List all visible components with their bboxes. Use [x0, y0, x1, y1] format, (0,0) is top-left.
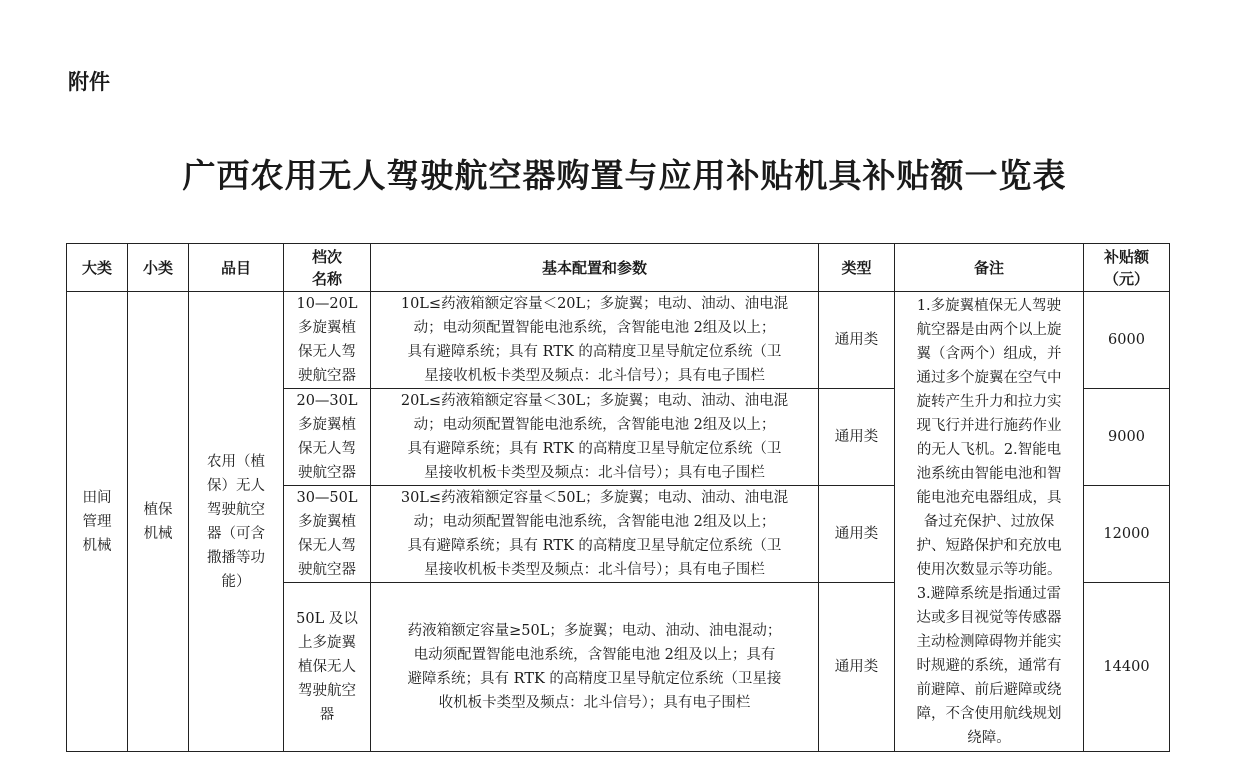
header-item: 品目 [189, 244, 284, 292]
header-tier-name-text: 档次 名称 [311, 247, 342, 288]
header-category: 大类 [67, 244, 128, 292]
subcategory-text: 植保 机械 [143, 501, 173, 542]
attachment-label: 附件 [68, 70, 110, 94]
header-config: 基本配置和参数 [371, 244, 819, 292]
subsidy-amount-cell: 6000 [1084, 292, 1170, 389]
tier-cell [284, 292, 371, 389]
header-subsidy-text: 补贴额 （元） [1103, 247, 1149, 288]
header-subsidy [1084, 244, 1170, 292]
tier-text: 50L 及以 上多旋翼 植保无人 驾驶航空 器 [296, 611, 358, 723]
config-cell [371, 292, 819, 389]
config-cell [371, 389, 819, 486]
header-subcategory: 小类 [128, 244, 189, 292]
config-text: 20L≤药液箱额定容量＜30L；多旋翼；电动、油动、油电混 动；电动须配置智能电池系统，含智能电池 2组及以上； 具有避障系统；具有 RTK 的高精度卫星导航定位系统（卫 星接收机板卡类型及频点：北斗信号）；具有电子围栏 [400, 393, 789, 481]
config-text: 30L≤药液箱额定容量＜50L；多旋翼；电动、油动、油电混 动；电动须配置智能电池系统，含智能电池 2组及以上； 具有避障系统；具有 RTK 的高精度卫星导航定位系统（卫 星接收机板卡类型及频点：北斗信号）；具有电子围栏 [400, 490, 789, 578]
tier-text: 30—50L 多旋翼植 保无人驾 驶航空器 [296, 490, 358, 578]
subcategory-cell [128, 292, 189, 752]
tier-text: 20—30L 多旋翼植 保无人驾 驶航空器 [296, 393, 358, 481]
category-cell [67, 292, 128, 752]
header-tier-name [284, 244, 371, 292]
tier-cell [284, 583, 371, 752]
header-type: 类型 [819, 244, 895, 292]
subsidy-amount-cell: 9000 [1084, 389, 1170, 486]
header-notes: 备注 [895, 244, 1084, 292]
notes-cell [895, 292, 1084, 752]
tier-text: 10—20L 多旋翼植 保无人驾 驶航空器 [296, 296, 358, 384]
subsidy-amount-cell: 14400 [1084, 583, 1170, 752]
document-title: 广西农用无人驾驶航空器购置与应用补贴机具补贴额一览表 [182, 156, 1067, 195]
config-text: 药液箱额定容量≥50L；多旋翼；电动、油动、油电混动； 电动须配置智能电池系统，含智能电池 2组及以上；具有 避障系统；具有 RTK 的高精度卫星导航定位系统（卫星接 收机板卡类型及频点：北斗信号）；具有电子围栏 [407, 623, 782, 711]
table-row [67, 292, 1170, 389]
notes-text: 1.多旋翼植保无人驾驶 航空器是由两个以上旋 翼（含两个）组成，并 通过多个旋翼在空气中 旋转产生升力和拉力实 现飞行并进行施药作业 的无人飞机。2.智能电 池系统由智能电池和智 能电池充电器组成，具 备过充保护、过放保 护、短路保护和充放电 使用次数显示等功能。 3.避障系统是指通过雷 达或多目视觉等传感器 主动检测障碍物并能实 时规避的系统，通常有 前避障、前后避障或绕 障，不含使用航线规划 绕障。 [916, 297, 1062, 746]
config-cell [371, 583, 819, 752]
table-header-row [67, 244, 1170, 292]
type-cell: 通用类 [819, 389, 895, 486]
config-cell [371, 486, 819, 583]
subsidy-amount-cell: 12000 [1084, 486, 1170, 583]
tier-cell [284, 389, 371, 486]
config-text: 10L≤药液箱额定容量＜20L；多旋翼；电动、油动、油电混 动；电动须配置智能电池系统，含智能电池 2组及以上； 具有避障系统；具有 RTK 的高精度卫星导航定位系统（卫 星接收机板卡类型及频点：北斗信号）；具有电子围栏 [400, 296, 789, 384]
category-text: 田间 管理 机械 [82, 489, 112, 554]
subsidy-table [66, 243, 1170, 752]
item-text: 农用（植 保）无人 驾驶航空 器（可含 撒播等功 能） [207, 453, 265, 590]
tier-cell [284, 486, 371, 583]
type-cell: 通用类 [819, 583, 895, 752]
item-cell [189, 292, 284, 752]
type-cell: 通用类 [819, 292, 895, 389]
type-cell: 通用类 [819, 486, 895, 583]
